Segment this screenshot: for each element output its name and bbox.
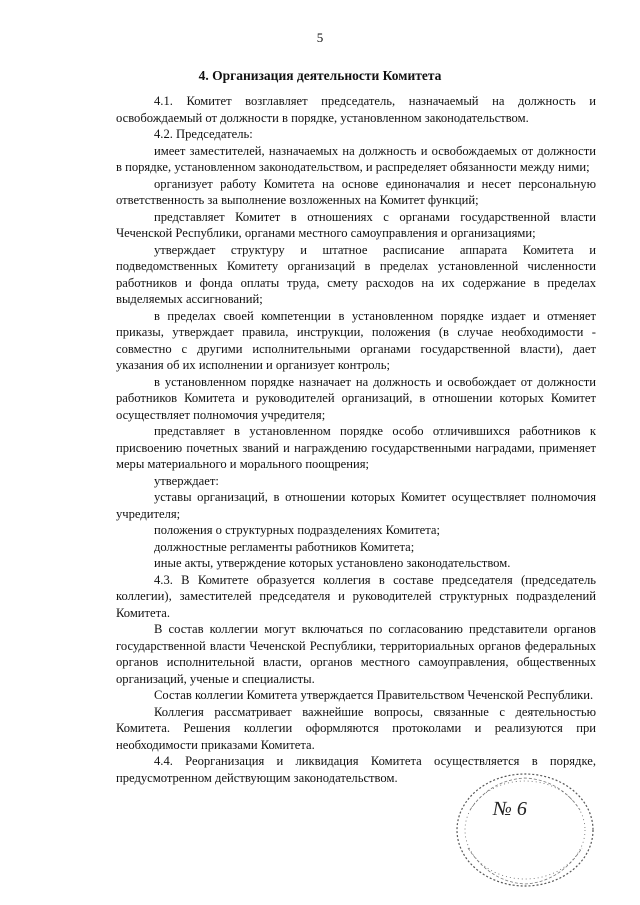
paragraph: в пределах своей компетенции в установленном порядке издает и отменяет приказы, утверждает правила, инструкции, положения (в случае необходимости - совместно с другими исполнительными органами государственной власти), дает указания об их исполнении и организует контроль; (116, 308, 596, 372)
paragraph: 4.4. Реорганизация и ликвидация Комитета осуществляется в порядке, предусмотренном действующим законодательством. (116, 754, 596, 785)
stamp-number: № 6 (493, 798, 527, 820)
paragraph: представляет в установленном порядке особо отличившихся работников к присвоению почетных званий и награждению государственными наградами, применяет меры материального и морального поощрения; (116, 424, 596, 471)
paragraph: 4.2. Председатель: (154, 127, 253, 141)
paragraph: организует работу Комитета на основе единоначалия и несет персональную ответственность за выполнение возложенных на Комитет функций; (116, 176, 596, 207)
paragraph: утверждает: (154, 473, 219, 488)
paragraph: представляет Комитет в отношениях с органами государственной власти Чеченской Республики, органами местного самоуправления и организациями; (116, 209, 596, 240)
paragraph: Коллегия рассматривает важнейшие вопросы, связанные с деятельностью Комитета. Решения коллегии оформляются протоколами и реализуются при необходимости приказами Комитета. (116, 704, 596, 752)
section-heading: 4. Организация деятельности Комитета (198, 68, 442, 83)
paragraph: в установленном порядке назначает на должность и освобождает от должности работников Комитета и руководителей организаций, в отношении которых Комитет осуществляет полномочия учредителя; (116, 374, 596, 422)
paragraph: иные акты, утверждение которых установлено законодательством. (154, 556, 511, 570)
official-stamp (450, 770, 600, 890)
paragraph: имеет заместителей, назначаемых на должность и освобождаемых от должности в порядке, установленном законодательством, и распределяет обязанности между ними; (116, 143, 596, 174)
paragraph: Состав коллегии Комитета утверждается Правительством Чеченской Республики. (154, 688, 594, 702)
paragraph: В состав коллегии могут включаться по согласованию представители органов государственной власти Чеченской Республики, территориальных органов федеральных органов исполнительной власти, органов местного самоуправления, общественных организаций, ученые и специалисты. (116, 622, 596, 686)
paragraph: положения о структурных подразделениях Комитета; (154, 523, 441, 537)
stamp-seal-icon (450, 770, 600, 890)
paragraph: уставы организаций, в отношении которых Комитет осуществляет полномочия учредителя; (116, 490, 596, 521)
document-body (116, 93, 596, 786)
page-number: 5 (316, 30, 324, 45)
paragraph: утверждает структуру и штатное расписание аппарата Комитета и подведомственных Комитету организаций в пределах установленной численности работников и фонда оплаты труда, смету расходов на их содержание в пределах выделяемых ассигнований; (116, 242, 596, 306)
paragraph: должностные регламенты работников Комитета; (154, 539, 415, 554)
paragraph: 4.1. Комитет возглавляет председатель, назначаемый на должность и освобождаемый от должности в порядке, установленном законодательством. (116, 94, 596, 125)
paragraph: 4.3. В Комитете образуется коллегия в составе председателя (председатель коллегии), заместителей председателя и руководителей структурных подразделений Комитета. (116, 572, 596, 620)
